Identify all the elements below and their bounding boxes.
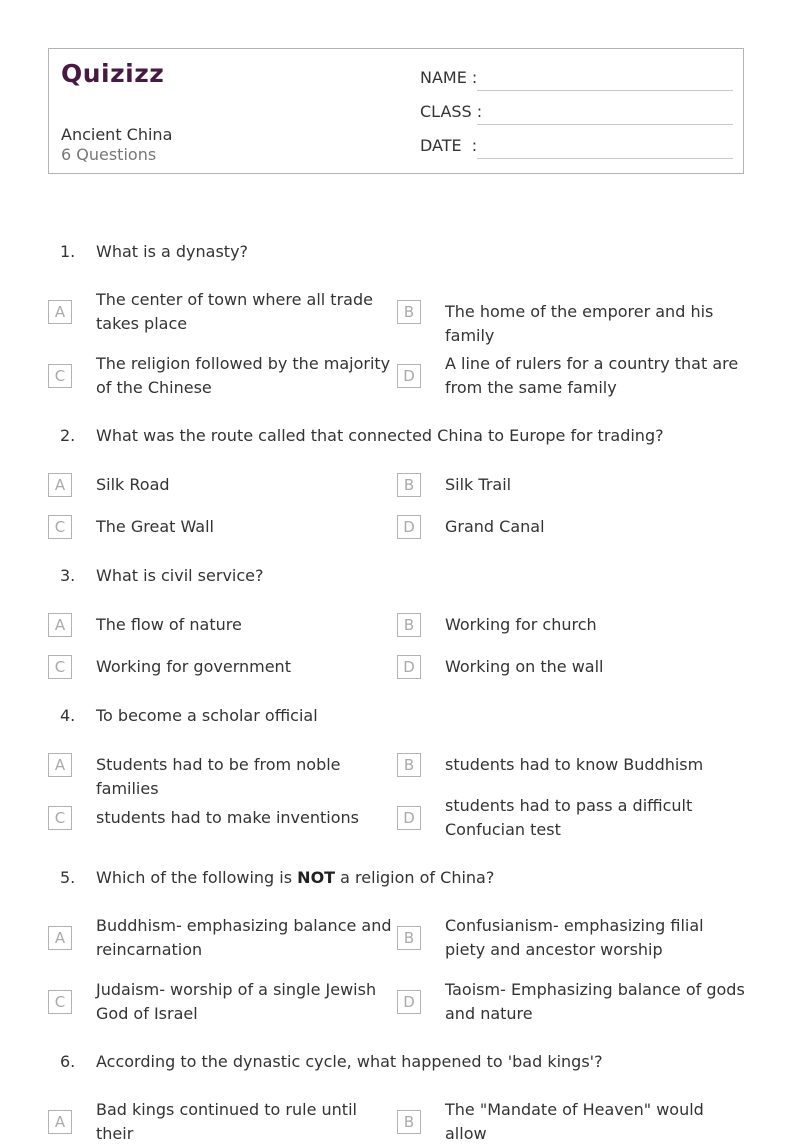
option-letter-box: A [48, 926, 72, 950]
name-label: NAME : [420, 68, 478, 87]
option-text: Judaism- worship of a single Jewish God of Israel [96, 980, 377, 1023]
date-label: DATE : [420, 136, 478, 155]
question-text-before: Which of the following is [96, 868, 298, 887]
option-text: The center of town where all trade takes place [96, 290, 373, 333]
quizizz-logo: Quizizz [61, 59, 165, 88]
question-text: What is a dynasty? [96, 242, 249, 261]
option-text: The flow of nature [96, 615, 242, 634]
option-text: students had to make inventions [96, 808, 359, 827]
option-text: Buddhism- emphasizing balance and reincarnation [96, 916, 392, 959]
option-text: Bad kings continued to rule until their [96, 1100, 357, 1143]
option-letter-box: B [397, 300, 421, 324]
class-field[interactable] [420, 102, 733, 126]
question-text-emphasis: NOT [297, 868, 336, 887]
option-letter-box: A [48, 300, 72, 324]
option-letter-box: B [397, 613, 421, 637]
option-letter-box: D [397, 515, 421, 539]
worksheet-title: Ancient China [61, 125, 173, 144]
question-text: What is civil service? [96, 566, 264, 585]
option-letter-box: B [397, 926, 421, 950]
option-text: The home of the emporer and his family [445, 302, 714, 345]
option-letter-box: A [48, 1110, 72, 1134]
date-field[interactable] [420, 136, 733, 160]
question-number: 1. [60, 242, 76, 261]
option-text: A line of rulers for a country that are from the same family [445, 354, 739, 397]
name-field[interactable] [420, 68, 733, 92]
option-letter-box: C [48, 364, 72, 388]
option-text: Working for church [445, 615, 597, 634]
question-number: 4. [60, 706, 76, 725]
class-line[interactable] [477, 124, 733, 125]
option-text: Silk Road [96, 475, 170, 494]
option-letter-box: B [397, 753, 421, 777]
date-line[interactable] [477, 158, 733, 159]
question-text: According to the dynastic cycle, what happened to 'bad kings'? [96, 1052, 603, 1071]
question-text: What was the route called that connected China to Europe for trading? [96, 426, 664, 445]
question-number: 5. [60, 868, 76, 887]
option-text: students had to know Buddhism [445, 755, 704, 774]
option-text: Grand Canal [445, 517, 545, 536]
option-text: The "Mandate of Heaven" would allow [445, 1100, 704, 1143]
question-text-after: a religion of China? [335, 868, 495, 887]
option-text: Working for government [96, 657, 291, 676]
question-text [96, 868, 494, 887]
option-letter-box: C [48, 655, 72, 679]
option-letter-box: A [48, 753, 72, 777]
option-text: The religion followed by the majority of the Chinese [96, 354, 391, 397]
option-text: Confusianism- emphasizing filial piety and ancestor worship [445, 916, 704, 959]
option-letter-box: B [397, 1110, 421, 1134]
question-number: 3. [60, 566, 76, 585]
option-text: Students had to be from noble families [96, 755, 341, 798]
question-number: 2. [60, 426, 76, 445]
option-letter-box: D [397, 806, 421, 830]
worksheet-header [48, 48, 744, 174]
option-letter-box: C [48, 515, 72, 539]
option-letter-box: A [48, 473, 72, 497]
class-label: CLASS : [420, 102, 483, 121]
option-text: Taoism- Emphasizing balance of gods and nature [445, 980, 745, 1023]
option-letter-box: D [397, 990, 421, 1014]
option-text: Silk Trail [445, 475, 512, 494]
question-count: 6 Questions [61, 145, 157, 164]
option-text: The Great Wall [96, 517, 214, 536]
option-text: students had to pass a difficult Confucian test [445, 796, 693, 839]
question-number: 6. [60, 1052, 76, 1071]
option-letter-box: D [397, 364, 421, 388]
question-text: To become a scholar official [96, 706, 318, 725]
option-text: Working on the wall [445, 657, 604, 676]
option-letter-box: B [397, 473, 421, 497]
option-letter-box: A [48, 613, 72, 637]
name-line[interactable] [477, 90, 733, 91]
option-letter-box: C [48, 990, 72, 1014]
option-letter-box: D [397, 655, 421, 679]
option-letter-box: C [48, 806, 72, 830]
